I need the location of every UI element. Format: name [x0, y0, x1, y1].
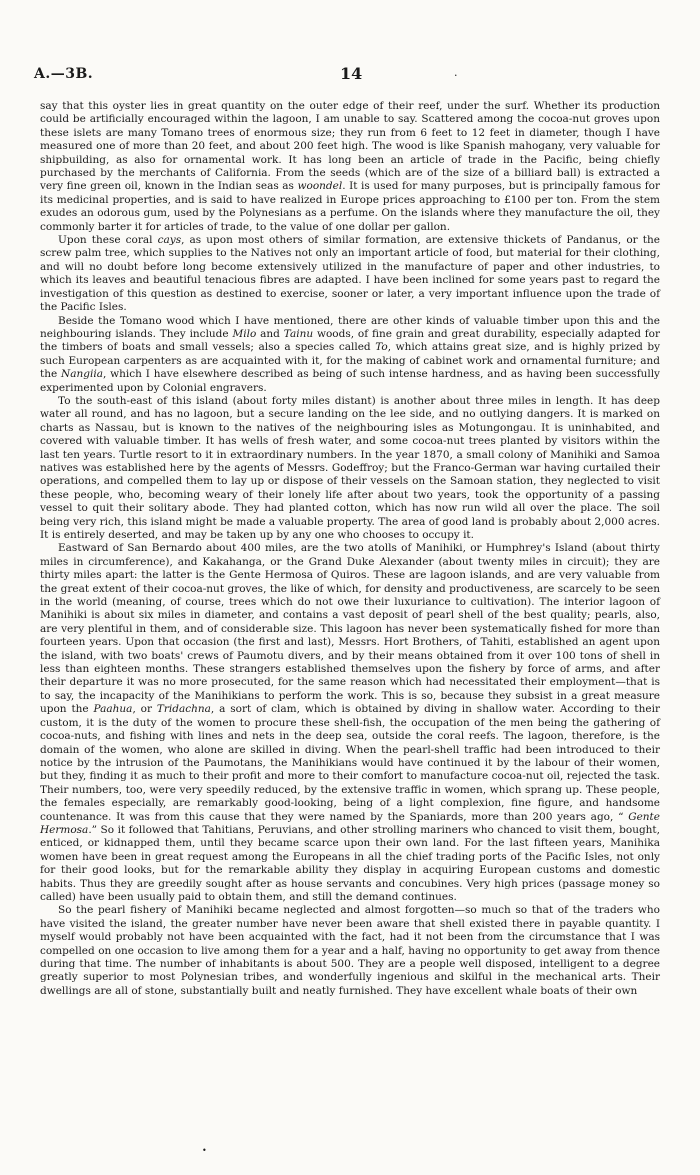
text-run: , which I have elsewhere described as being of such intense hardness, and as having been successfully experimented upon by Colonial engravers. — [40, 368, 660, 394]
page-speck: • — [202, 1146, 207, 1155]
paragraph — [40, 100, 660, 234]
text-run: , as upon most others of similar formation, are extensive thickets of Pandanus, or the screw palm tree, which supplies to the Natives not only an important article of food, but material for their clothing, and will no doubt before long become extensively utilized in the manufacture of paper and other industries, to which its leaves and beautiful tenacious fibres are adapted. I have been inclined for some years past to regard the investigation of this question as destined to exercise, sooner or later, a very important influence upon the trade of the Pacific Isles. — [40, 234, 661, 314]
text-run: .” So it followed that Tahitians, Peruvians, and other strolling mariners who chanced to visit them, bought, enticed, or kidnapped them, until they became scarce upon their own land. For the last fifteen years, Manihika women have been in great request among the Europeans in all the chief trading ports of the Pacific Isles, not only for their good looks, but for the remarkable ability they display in acquiring European customs and domestic habits. Thus they are greedily sought after as house servants and concubines. Very high prices (passage money so called) have been usually paid to obtain them, and still the demand continues. — [40, 823, 660, 903]
italic-term: To — [375, 341, 388, 354]
italic-term: Tridachna — [156, 703, 211, 716]
italic-term: woondel — [297, 180, 343, 193]
paragraph — [40, 315, 660, 395]
paragraph — [40, 395, 660, 542]
text-run: . It is used for many purposes, but is principally famous for its medicinal properties, and is said to have realized in Europe prices approaching to £100 per ton. From the stem exudes an odorous gum, used by the Polynesians as a perfume. On the islands where they manufacture the oil, they commonly barter it for articles of trade, to the value of one dollar per gallon. — [40, 180, 661, 233]
document-reference: A.—3B. — [34, 66, 94, 82]
text-run: woods, of fine grain and great durability, especially adapted for the timbers of boats and small vessels; also a species called — [40, 327, 661, 354]
italic-term: Paahua — [93, 703, 133, 716]
body-text — [40, 100, 660, 998]
text-run: and — [256, 327, 284, 340]
paragraph — [40, 234, 660, 314]
page-header — [34, 66, 666, 86]
text-run: Upon these coral — [58, 234, 158, 247]
italic-term: cays — [157, 234, 182, 247]
italic-term: Gente Hermosa — [40, 810, 660, 836]
italic-term: Milo — [232, 327, 257, 340]
text-run: , or — [132, 703, 157, 716]
text-run: Eastward of San Bernardo about 400 miles, are the two atolls of Manihiki, or Humphrey's Island (about thirty miles in circumference), and Kakahanga, or the Grand Duke Alexander (about twenty miles in circuit); they are thirty miles apart: the latter is the Gente Hermosa of Quiros. These are lagoon islands, and are very valuable from the great extent of their cocoa-nut groves, the like of which, for density and productiveness, are scarcely to be seen in the world (meaning, of course, trees which do not owe their luxuriance to cultivation). The interior lagoon of Manihiki is about six miles in diameter, and contains a vast deposit of pearl shell of the best quality; pearls, also, are very plentiful in them, and of considerable size. This lagoon has never been systematically fished for more than fourteen years. Upon that occasion (the first and last), Messrs. Hort Brothers, of Tahiti, established an agent upon the island, with two boats' crews of Paumotu divers, and by their means obtained from it over 100 tons of shell in less than eighteen months. These strangers established themselves upon the fishery by force of arms, and after their departure it was no more prosecuted, for the same reason which had necessitated their employment—that is to say, the incapacity of the Manihikians to perform the work. This is so, because they subsist in a great measure upon the — [40, 542, 660, 716]
text-run: So the pearl fishery of Manihiki became neglected and almost forgotten—so much so that of the traders who have visited the island, the greater number have never been aware that shell existed there in payable quantity. I myself would probably not have been acquainted with the fact, had it not been from the circumstance that I was compelled on one occasion to live among them for a year and a half, having no opportunity to get away from thence during that time. The number of inhabitants is about 500. They are a people well disposed, intelligent to a degree greatly superior to most Polynesian tribes, and wonderfully ingenious and skilful in the mechanical arts. Their dwellings are all of stone, substantially built and neatly furnished. They have excellent whale boats of their own — [40, 904, 660, 997]
header-dot: . — [454, 66, 458, 79]
paragraph — [40, 904, 660, 998]
paragraph — [40, 542, 660, 904]
page-number: 14 — [340, 64, 363, 83]
text-run: Beside the Tomano wood which I have mentioned, there are other kinds of valuable timber upon this and the neighbouring islands. They include — [40, 314, 660, 340]
text-run: To the south-east of this island (about forty miles distant) is another about three miles in length. It has deep water all round, and has no lagoon, but a secure landing on the lee side, and no outlying dangers. It is marked on charts as Nassau, but is known to the natives of the neighbouring isles as Motungongau. It is uninhabited, and covered with valuable timber. It has wells of fresh water, and some cocoa-nut trees planted by visitors within the last ten years. Turtle resort to it in extraordinary numbers. In the year 1870, a small colony of Manihiki and Samoa natives was established here by the agents of Messrs. Godeffroy; but the Franco-German war having curtailed their operations, and compelled them to lay up or dispose of their vessels on the Samoan station, they neglected to visit these people, who, becoming weary of their lonely life after about two years, took the opportunity of a passing vessel to quit their solitary abode. They had planted cotton, which has now run wild all over the place. The soil being very rich, this island might be made a valuable property. The area of good land is probably about 2,000 acres. It is entirely deserted, and may be taken up by any one who chooses to occupy it. — [40, 394, 660, 541]
text-run: , a sort of clam, which is obtained by diving in shallow water. According to their custom, it is the duty of the women to procure these shell-fish, the occupation of the men being the gathering of cocoa-nuts, and fishing with lines and nets in the deep sea, outside the coral reefs. The lagoon, therefore, is the domain of the women, who alone are skilled in diving. When the pearl-shell traffic had been introduced to their notice by the intrusion of the Paumotans, the Manihikians would have continued it by the labour of their women, but they, finding it as much to their profit and more to their comfort to manufacture cocoa-nut oil, rejected the task. Their numbers, too, were very speedily reduced, by the extensive traffic in women, which sprang up. These people, the females especially, are remarkably good-looking, being of a light complexion, fine figure, and handsome countenance. It was from this cause that they were named by the Spaniards, more than 200 years ago, “ — [40, 703, 660, 823]
text-run: , which attains great size, and is highly prized by such European carpenters as are acquainted with it, for the making of cabinet work and ornamental furniture; and the — [40, 341, 661, 381]
text-run: say that this oyster lies in great quantity on the outer edge of their reef, under the surf. Whether its production could be artificially encouraged within the lagoon, I am unable to say. Scattered among the cocoa-nut groves upon these islets are many Tomano trees of enormous size; they run from 6 feet to 12 feet in diameter, though I have measured one of more than 20 feet, and about 200 feet high. The wood is like Spanish mahogany, very valuable for shipbuilding, as also for ornamental work. It has long been an article of trade in the Pacific, being chiefly purchased by the merchants of California. From the seeds (which are of the size of a billiard ball) is extracted a very fine green oil, known in the Indian seas as — [40, 100, 660, 193]
italic-term: Nangiia — [61, 368, 103, 381]
italic-term: Tainu — [283, 327, 314, 340]
